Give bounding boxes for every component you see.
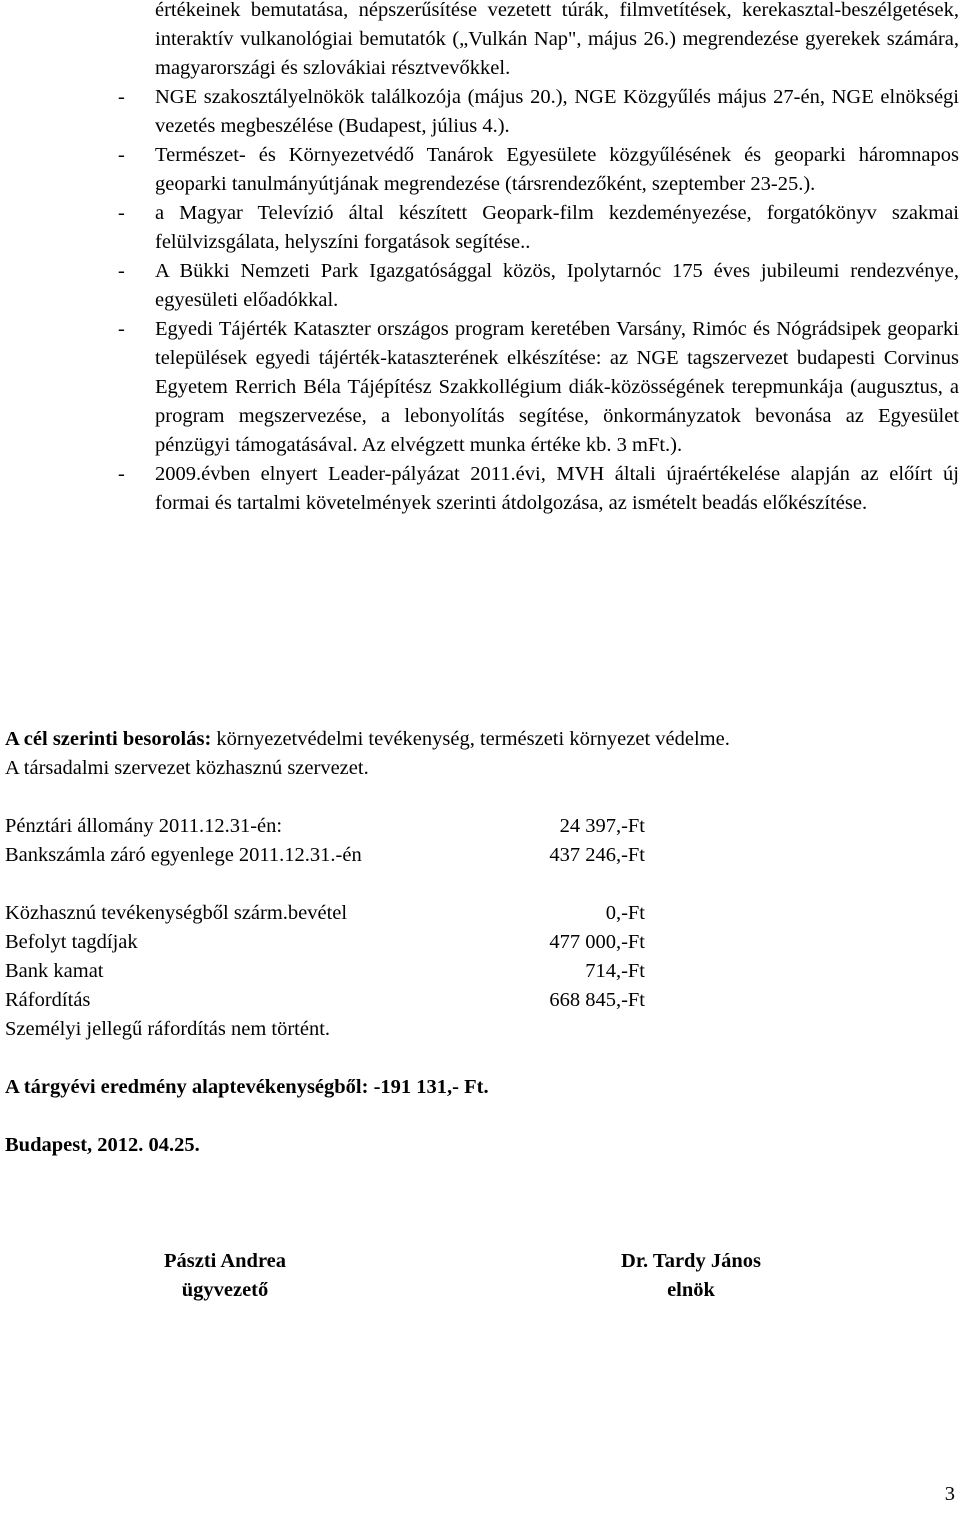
finance-value: 0,-Ft [605, 902, 645, 924]
finance-label: Közhasznú tevékenységből szárm.bevétel [5, 902, 348, 924]
signature-left [148, 1247, 302, 1305]
signatory-title: ügyvezető [181, 1279, 269, 1301]
finance-row-fees [5, 928, 645, 957]
list-dash: - [118, 144, 125, 166]
activity-list [0, 0, 960, 518]
finance-value: 477 000,-Ft [549, 931, 645, 953]
page-number: 3 [944, 1483, 955, 1505]
finance-label: Bank kamat [5, 960, 104, 982]
list-item-text: A Bükki Nemzeti Park Igazgatósággal közös, Ipolytarnóc 175 éves jubileumi rendezvénye, egyesületi előadókkal. [155, 260, 959, 311]
list-item [0, 0, 960, 83]
list-item [0, 257, 960, 315]
finance-value: 437 246,-Ft [549, 844, 645, 866]
signature-right [596, 1247, 786, 1305]
list-item-text: NGE szakosztályelnökök találkozója (május 20.), NGE Közgyűlés május 27-én, NGE elnökségi vezetés megbeszélése (Budapest, július 4.). [155, 86, 959, 137]
signatory-name: Pászti Andrea [163, 1250, 287, 1272]
organization-status: A társadalmi szervezet közhasznú szervezet. [5, 757, 369, 779]
finance-label: Befolyt tagdíjak [5, 931, 138, 953]
finance-value: 714,-Ft [585, 960, 645, 982]
list-item-text: a Magyar Televízió által készített Geopark-film kezdeményezése, forgatókönyv szakmai felülvizsgálata, helyszíni forgatások segítése.. [155, 202, 959, 253]
list-item-text: Egyedi Tájérték Kataszter országos program keretében Varsány, Rimóc és Nógrádsipek geoparki települések egyedi tájérték-kataszterének elkészítése: az NGE tagszervezet budapesti Corvinus Egyetem Rerrich Béla Tájépítész Szakkollégium diák-közösségének terepmunkája (augusztus, a program megszervezése, a lebonyolítás segítése, önkormányzatok bevonása az Egyesület pénzügyi támogatásával. Az elvégzett munka értéke kb. 3 mFt.). [155, 318, 959, 456]
finance-label: Pénztári állomány 2011.12.31-én: [5, 815, 283, 837]
personnel-note: Személyi jellegű ráfordítás nem történt. [5, 1018, 331, 1040]
classification-line [5, 725, 730, 754]
finance-row-cash [5, 812, 645, 841]
list-item [0, 460, 960, 518]
finance-value: 668 845,-Ft [549, 989, 645, 1011]
finance-row-income [5, 899, 645, 928]
finance-label: Bankszámla záró egyenlege 2011.12.31.-én [5, 844, 362, 866]
classification-text: környezetvédelmi tevékenység, természeti környezet védelme. [211, 728, 730, 750]
list-dash: - [118, 318, 125, 340]
place-date: Budapest, 2012. 04.25. [5, 1134, 200, 1156]
list-dash: - [118, 202, 125, 224]
finance-value: 24 397,-Ft [559, 815, 645, 837]
list-dash: - [118, 463, 125, 485]
list-item-text: 2009.évben elnyert Leader-pályázat 2011.évi, MVH általi újraértékelése alapján az előírt új formai és tartalmi követelmények szerinti átdolgozása, az ismételt beadás előkészítése. [155, 463, 959, 514]
list-dash: - [118, 260, 125, 282]
signatory-title: elnök [667, 1279, 715, 1301]
list-item [0, 199, 960, 257]
list-dash: - [118, 86, 125, 108]
list-item [0, 83, 960, 141]
finance-row-interest [5, 957, 645, 986]
list-item [0, 141, 960, 199]
finance-row-bank [5, 841, 645, 870]
list-item-text: értékeinek bemutatása, népszerűsítése vezetett túrák, filmvetítések, kerekasztal-beszélgetések, interaktív vulkanológiai bemutatók („Vulkán Nap", május 26.) megrendezése gyerekek számára, magyarországi és szlovákiai résztvevőkkel. [155, 0, 959, 79]
finance-row-expense [5, 986, 645, 1015]
finance-label: Ráfordítás [5, 989, 91, 1011]
signatory-name: Dr. Tardy János [621, 1250, 761, 1272]
annual-result: A tárgyévi eredmény alaptevékenységből: -191 131,- Ft. [5, 1076, 489, 1098]
classification-label: A cél szerinti besorolás: [5, 728, 212, 750]
list-item-text: Természet- és Környezetvédő Tanárok Egyesülete közgyűlésének és geoparki háromnapos geoparki tanulmányútjának megrendezése (társrendezőként, szeptember 23-25.). [155, 144, 959, 195]
list-item [0, 315, 960, 460]
